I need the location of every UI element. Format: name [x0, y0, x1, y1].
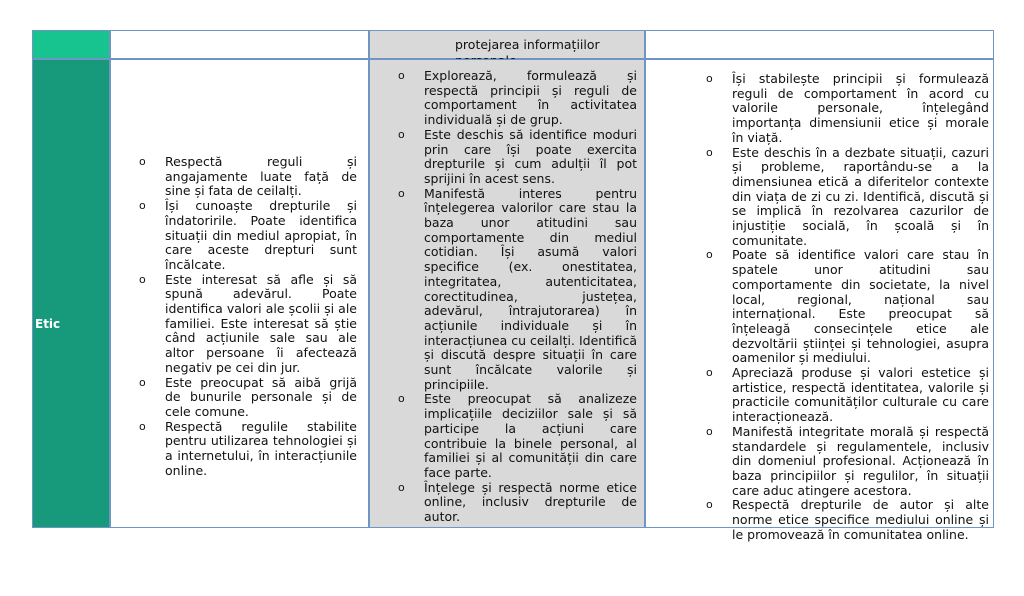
- category-label: Etic: [35, 317, 61, 331]
- list-item: [706, 498, 989, 542]
- bullet-icon: o: [139, 375, 146, 389]
- level-2-list: [398, 69, 637, 525]
- list-item-text: Respectă regulile stabilite pentru utilizarea tehnologiei și a internetului, în interacțiunile online.: [165, 418, 357, 478]
- list-item-text: Își cunoaște drepturile și îndatoririle. Poate identifica situații din mediul apropiat, în care aceste drepturi sunt încălcate.: [165, 198, 357, 272]
- bullet-icon: o: [139, 419, 146, 433]
- bullet-icon: o: [139, 199, 146, 213]
- list-item-text: Este deschis în a dezbate situații, cazuri și probleme, raportându-se a la dimensiunea etică a diferitelor contexte din viața de zi cu zi. Identifică, discută și se implică în rezolvarea cazurilor de injustiție socială, în școală și în comunitate.: [732, 144, 989, 248]
- list-item: [706, 425, 989, 499]
- list-item-text: Este preocupat să aibă grijă de bunurile personale și de cele comune.: [165, 374, 357, 419]
- list-item-text: Este deschis să identifice moduri prin care își poate exercita drepturile și cum adulții îl pot sprijini în acest sens.: [424, 126, 637, 186]
- level-column-3: [645, 59, 994, 542]
- header-cell-col3: [369, 30, 645, 59]
- header-cell-col2: [110, 30, 369, 59]
- bullet-icon: o: [706, 72, 713, 85]
- list-item: [139, 420, 357, 479]
- list-item: [139, 273, 357, 376]
- list-item: [398, 392, 637, 480]
- level-column-1: [110, 59, 369, 528]
- bullet-icon: o: [139, 272, 146, 286]
- bullet-icon: o: [706, 145, 713, 159]
- list-item-text: Este preocupat să analizeze implicațiile deciziilor sale și să participe la acțiuni care contribuie la binele personal, al familiei și al comunității din care face parte.: [424, 391, 637, 480]
- list-item: [398, 128, 637, 187]
- list-item-text: Respectă reguli și angajamente luate față de sine și fata de ceilalți.: [165, 154, 357, 199]
- list-item-text: Respectă drepturile de autor și alte norme etice specifice mediului online și le promovează în comunitatea online.: [732, 497, 989, 542]
- list-item: [706, 366, 989, 425]
- bullet-icon: o: [398, 392, 405, 406]
- list-item: [139, 199, 357, 273]
- bullet-icon: o: [398, 127, 405, 141]
- list-item: [398, 481, 637, 525]
- bullet-icon: o: [398, 186, 405, 200]
- list-item-text: Apreciază produse și valori estetice și artistice, respectă identitatea, valorile și practicile comunităților culturale cu care interacționează.: [732, 365, 989, 425]
- list-item: [139, 155, 357, 199]
- level-column-2: [369, 59, 645, 528]
- list-item: [706, 146, 989, 249]
- level-3-list: [706, 72, 989, 543]
- bullet-icon: o: [706, 366, 713, 380]
- bullet-icon: o: [398, 69, 405, 82]
- list-item-text: Poate să identifice valori care stau în spatele unor atitudini sau comportamente din societate, la nivel local, regional, național sau internațional. Este preocupat să înțeleagă consecințele etice ale dezvoltării științei și tehnologiei, asupra oamenilor și mediului.: [732, 247, 989, 366]
- category-cell-top: [32, 30, 110, 59]
- list-item-text: Își stabilește principii și formulează reguli de comportament în acord cu valorile personale, înțelegând importanța dimensiunii etice și morale în viață.: [732, 71, 989, 145]
- list-item-text: Manifestă integritate morală și respectă standardele și regulamentele, inclusiv din domeniul profesional. Acționează în baza principiilor și regulilor, în situații care aduc atingere acestora.: [732, 423, 989, 498]
- list-item-text: Manifestă interes pentru înțelegerea valorilor care stau la baza unor atitudini sau comportamente din mediul cotidian. Își asumă valori specifice (ex. onestitatea, integritatea, autenticitatea, corectitudinea, justețea, adevărul, întrajutorarea) în acțiunile individuale și în interacțiunea cu ceilalți. Identifică și discută despre situații în care sunt încălcate valorile și principiile.: [424, 185, 637, 392]
- bullet-icon: o: [139, 155, 146, 168]
- bullet-icon: o: [706, 424, 713, 438]
- list-item-text: Este interesat să afle și să spună adevărul. Poate identifica valori ale școlii și ale familiei. Este interesat să știe când acțiunile sale sau ale altor persoane îi afectează negativ pe cei din jur.: [165, 271, 357, 375]
- header-col3-text: protejarea informațiilor: [455, 37, 600, 52]
- list-item: [706, 72, 989, 146]
- category-cell: [32, 59, 110, 528]
- list-item-text: Explorează, formulează și respectă principii și reguli de comportament în activitatea individuală și de grup.: [424, 68, 637, 128]
- list-item-text: Înțelege și respectă norme etice online, inclusiv drepturile de autor.: [424, 479, 637, 525]
- list-item: [398, 69, 637, 128]
- bullet-icon: o: [398, 480, 405, 494]
- bullet-icon: o: [706, 498, 713, 512]
- list-item: [398, 187, 637, 393]
- bullet-icon: o: [706, 248, 713, 262]
- list-item: [706, 248, 989, 366]
- header-cell-col4: [645, 30, 994, 59]
- list-item: [139, 376, 357, 420]
- level-1-list: [139, 155, 357, 478]
- competency-table: [32, 30, 994, 542]
